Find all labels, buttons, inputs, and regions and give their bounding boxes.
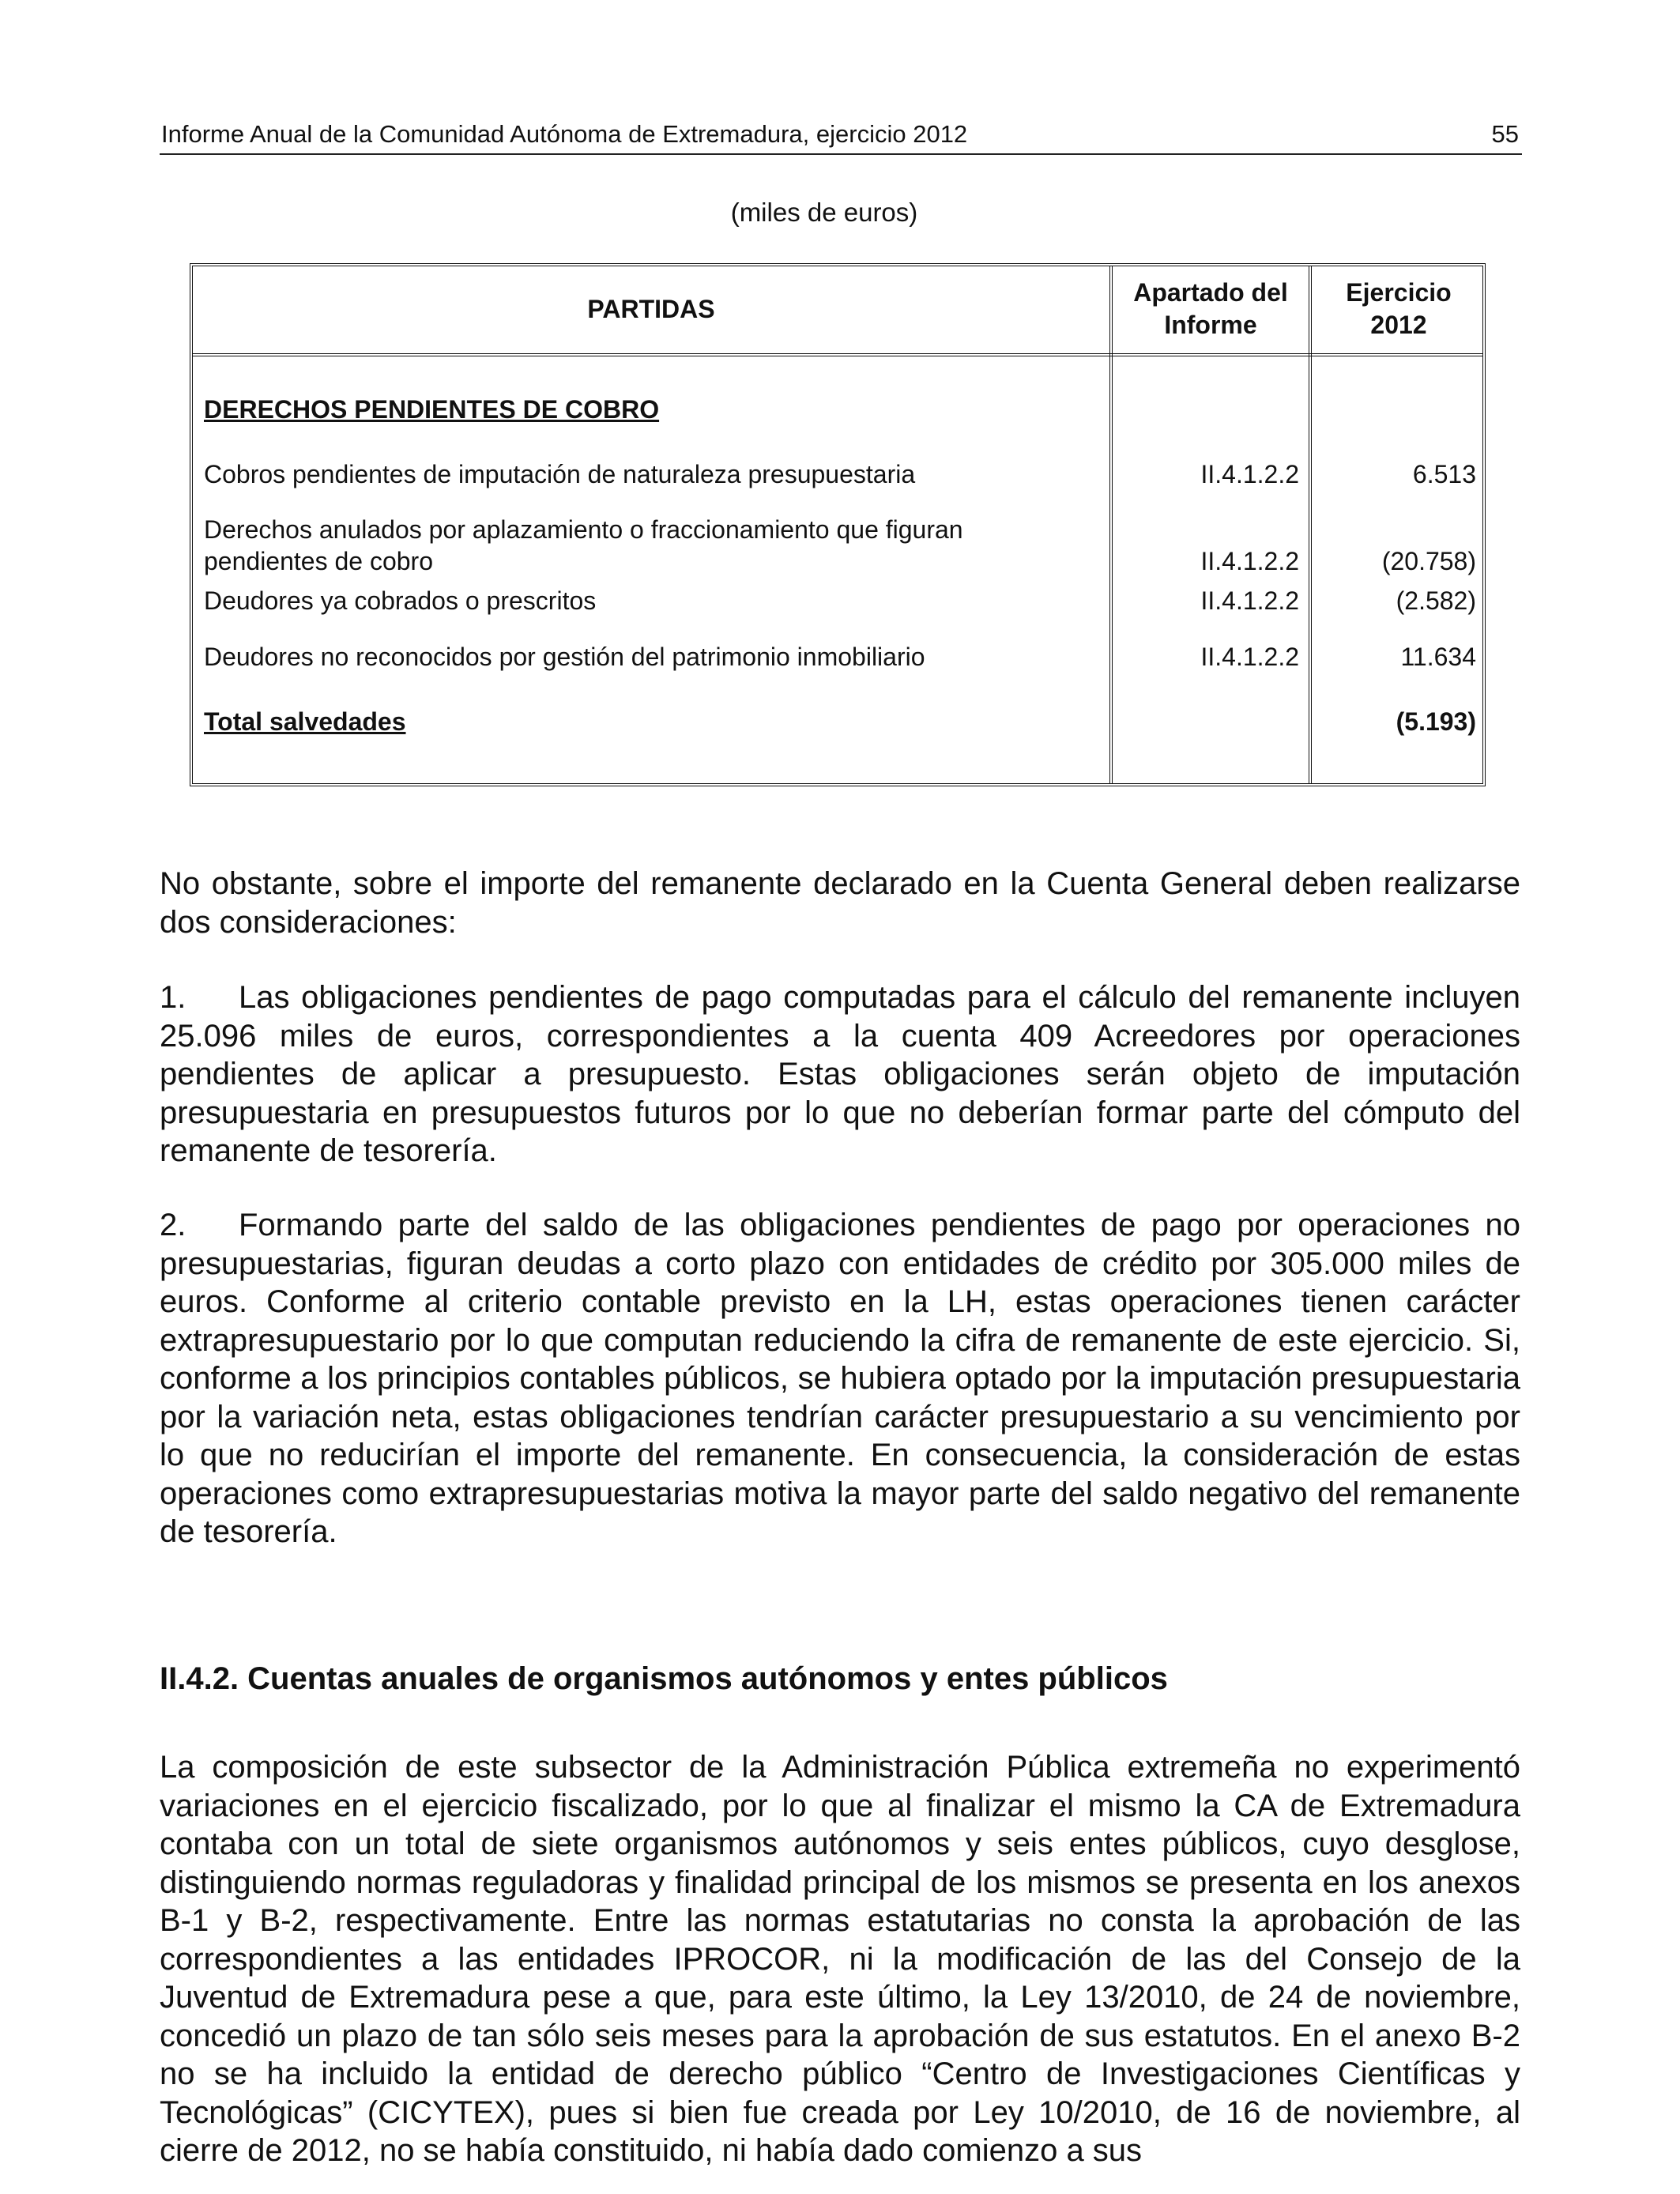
list-item-1 — [160, 978, 1520, 1171]
page-number: 55 — [1491, 120, 1519, 148]
column-header-ejercicio: Ejercicio 2012 — [1346, 278, 1452, 339]
table-row-label-cont: pendientes de cobro — [204, 547, 433, 575]
table-row-value: 6.513 — [1412, 460, 1476, 488]
list-item-number: 2. — [160, 1208, 186, 1242]
list-item-text: Formando parte del saldo de las obligaciones pendientes de pago por operaciones no presupuestarias, figuran deudas a corto plazo con entidades de crédito por 305.000 miles de euros. Conforme al criterio contable previsto en la LH, estas operaciones tienen carácter extrapresupuestario por lo que computan reduciendo la cifra de remanente de este ejercicio. Si, conforme a los principios contables públicos, se hubiera optado por la imputación presupuestaria por la variación neta, estas obligaciones tendrían carácter presupuestario a su vencimiento por lo que no reducirían el importe del remanente. En consecuencia, la consideración de estas operaciones como extrapresupuestarias motiva la mayor parte del saldo negativo del remanente de tesorería. — [160, 1208, 1520, 1549]
page-header — [160, 119, 1522, 155]
column-header-partidas: PARTIDAS — [587, 295, 715, 323]
table-row-value: 11.634 — [1400, 643, 1476, 671]
table-row-ref: II.4.1.2.2 — [1200, 460, 1299, 488]
table-row-label: Cobros pendientes de imputación de naturaleza presupuestaria — [204, 460, 916, 488]
section-paragraph: La composición de este subsector de la Administración Pública extremeña no experimentó variaciones en el ejercicio fiscalizado, por lo que al finalizar el mismo la CA de Extremadura contaba con un total de siete organismos autónomos y seis entes públicos, cuyo desglose, distinguiendo normas reguladoras y finalidad principal de los mismos se presenta en los anexos B-1 y B-2, respectivamente. Entre las normas estatutarias no consta la aprobación de las correspondientes a las entidades IPROCOR, ni la modificación de las del Consejo de la Juventud de Extremadura pese a que, para este último, la Ley 13/2010, de 24 de noviembre, concedió un plazo de tan sólo seis meses para la aprobación de sus estatutos. En el anexo B-2 no se ha incluido la entidad de derecho público “Centro de Investigaciones Científicas y Tecnológicas” (CICYTEX), pues si bien fue creada por Ley 10/2010, de 16 de noviembre, al cierre de 2012, no se había constituido, ni había dado comienzo a sus — [160, 1750, 1520, 2168]
table-row-ref: II.4.1.2.2 — [1200, 643, 1299, 671]
intro-paragraph: No obstante, sobre el importe del remanente declarado en la Cuenta General deben realizarse dos consideraciones: — [160, 866, 1520, 940]
list-item-number: 1. — [160, 980, 186, 1015]
table-row-label: Deudores no reconocidos por gestión del patrimonio inmobiliario — [204, 643, 925, 671]
table-row-value: (20.758) — [1381, 547, 1476, 575]
table-section-heading: DERECHOS PENDIENTES DE COBRO — [204, 395, 660, 424]
table-row-ref: II.4.1.2.2 — [1200, 586, 1299, 615]
table-total-label: Total salvedades — [204, 707, 406, 736]
table-units: (miles de euros) — [730, 198, 918, 227]
column-header-apartado: Apartado del Informe — [1133, 278, 1288, 339]
section-heading: II.4.2. Cuentas anuales de organismos autónomos y entes públicos — [160, 1661, 1168, 1696]
table-row-label: Deudores ya cobrados o prescritos — [204, 586, 597, 615]
table-row-label: Derechos anulados por aplazamiento o fraccionamiento que figuran — [204, 515, 963, 544]
report-title: Informe Anual de la Comunidad Autónoma de Extremadura, ejercicio 2012 — [161, 120, 968, 148]
table-row-ref: II.4.1.2.2 — [1200, 547, 1299, 575]
table-total-value: (5.193) — [1396, 707, 1476, 736]
list-item-2 — [160, 1206, 1520, 1551]
column-divider — [1109, 266, 1113, 783]
list-item-text: Las obligaciones pendientes de pago computadas para el cálculo del remanente incluyen 25.096 miles de euros, correspondientes a la cuenta 409 Acreedores por operaciones pendientes de aplicar a presupuesto. Estas obligaciones serán objeto de imputación presupuestaria en presupuestos futuros por lo que no deberían formar parte del cómputo del remanente de tesorería. — [160, 980, 1520, 1168]
salvedades-table — [190, 263, 1486, 786]
table-row-value: (2.582) — [1396, 586, 1476, 615]
header-divider — [193, 353, 1482, 356]
